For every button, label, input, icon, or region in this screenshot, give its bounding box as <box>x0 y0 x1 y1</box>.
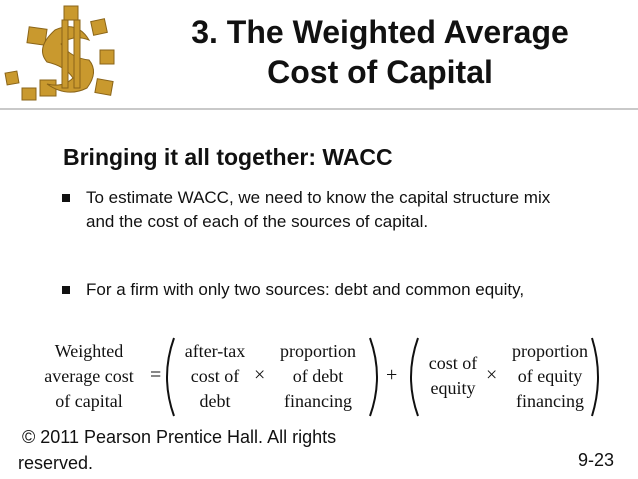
equals-sign: = <box>150 364 162 386</box>
formula-term1a <box>172 339 258 414</box>
bullet-text: For a firm with only two sources: debt and common equity, <box>86 280 525 299</box>
formula-text: after-tax <box>184 341 246 361</box>
square-bullet-icon <box>62 286 70 294</box>
title-line-2: Cost of Capital <box>267 54 493 90</box>
formula-text: average cost <box>44 366 134 386</box>
right-paren-icon <box>366 336 386 418</box>
logo-image <box>0 0 128 108</box>
copyright-line-1: © 2011 Pearson Prentice Hall. All rights <box>22 427 337 447</box>
formula-text: cost of <box>428 353 478 373</box>
header-divider <box>0 108 638 110</box>
square-bullet-icon <box>62 194 70 202</box>
formula-lhs <box>30 339 148 414</box>
copyright-line-2: reserved. <box>18 453 94 473</box>
formula-text: financing <box>516 391 584 411</box>
formula-term2a <box>418 351 488 401</box>
formula-term1b <box>268 339 368 414</box>
formula-text: proportion <box>512 341 588 361</box>
formula-text: Weighted <box>54 341 124 361</box>
copyright-notice <box>18 424 337 476</box>
bullet-item <box>62 186 582 234</box>
formula-text: of debt <box>292 366 344 386</box>
formula-term2b <box>500 339 600 414</box>
slide-title <box>150 12 610 92</box>
formula-text: cost of <box>190 366 240 386</box>
formula-text: of capital <box>55 391 123 411</box>
formula-text: debt <box>199 391 231 411</box>
formula-text: of equity <box>517 366 583 386</box>
title-line-1: 3. The Weighted Average <box>191 14 569 50</box>
bullet-item <box>62 278 582 302</box>
bullet-text: To estimate WACC, we need to know the capital structure mix and the cost of each of the sources of capital. <box>86 188 551 231</box>
right-paren-icon <box>588 336 606 418</box>
formula-text: equity <box>430 378 476 398</box>
page-number: 9-23 <box>577 450 614 470</box>
slide-subtitle: Bringing it all together: WACC <box>63 144 393 170</box>
times-sign: × <box>486 364 498 386</box>
times-sign: × <box>254 364 266 386</box>
formula-text: proportion <box>280 341 356 361</box>
formula-text: financing <box>284 391 352 411</box>
wacc-formula <box>30 336 606 418</box>
plus-sign: + <box>386 364 398 386</box>
